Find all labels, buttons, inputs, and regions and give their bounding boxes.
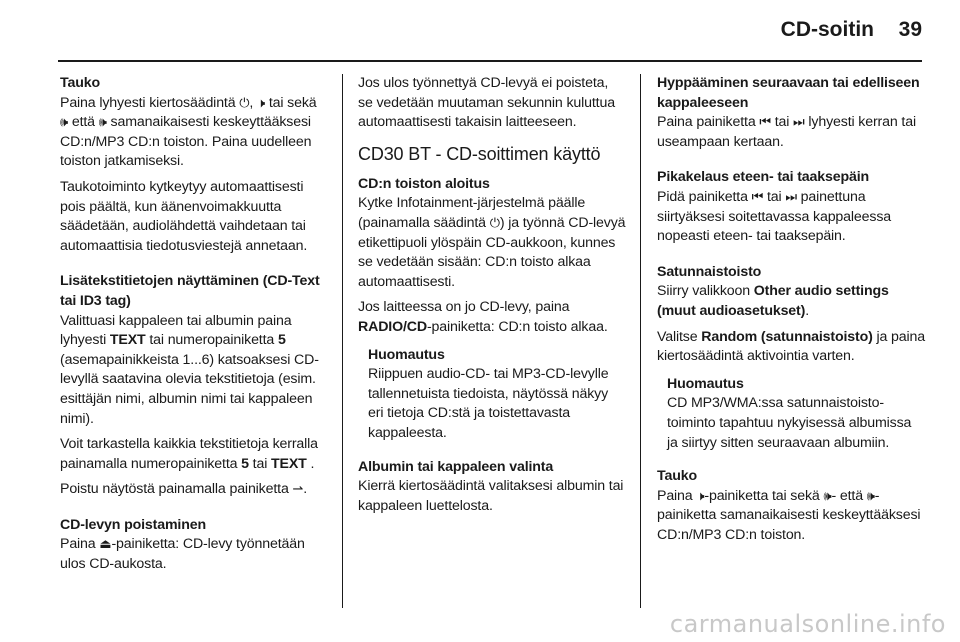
cd-text-paragraph-3 xyxy=(60,480,328,500)
section-tauko-2 xyxy=(657,467,925,545)
text: että xyxy=(68,114,99,131)
text-button-label: TEXT xyxy=(109,332,146,349)
next-track-icon: ⏭ xyxy=(793,115,805,131)
text: Kytke Infotainment-järjestelmä päälle (painamalla säädintä xyxy=(358,195,586,231)
select-paragraph: Kierrä kiertosäädintä valitaksesi albumin tai kappaleen luettelosta. xyxy=(358,478,624,514)
text: tai xyxy=(763,188,786,205)
eject-icon: ⏏ xyxy=(99,537,112,553)
power-icon: ⏻ xyxy=(239,95,250,111)
heading-cd-text: Lisätekstitietojen näyttäminen (CD-Text tai ID3 tag) xyxy=(60,273,320,309)
text: painettuna siirtyäksesi soitettavassa kappaleessa nopeasti eteen- tai taaksepäin. xyxy=(657,188,892,245)
note-box xyxy=(657,375,925,453)
text: Pidä painiketta xyxy=(657,188,752,205)
note-text: CD MP3/WMA:ssa satunnaistoistotoiminto tapahtuu nykyisessä albumissa ja siirtyy sitten seuraavaan albumiin. xyxy=(667,395,912,451)
page-title: CD-soitin xyxy=(780,18,874,41)
text: -painiketta: CD-levy työnnetään ulos CD-aukosta. xyxy=(60,536,305,573)
text: samanaikaisesti keskeyttääksesi CD:n/MP3 CD:n toiston. Paina uudelleen toiston jatkamiseksi. xyxy=(60,114,312,170)
random-option-label: Random (satunnaistoisto) xyxy=(701,328,873,345)
heading-select: Albumin tai kappaleen valinta xyxy=(358,458,554,475)
header-rule xyxy=(58,60,922,62)
column-divider-1 xyxy=(342,74,343,608)
heading-tauko-2: Tauko xyxy=(657,468,697,485)
section-start xyxy=(358,175,626,338)
text-button-label: TEXT xyxy=(271,455,307,472)
previous-track-icon: ⏮ xyxy=(759,115,771,131)
radio-cd-label: RADIO/CD xyxy=(358,318,427,335)
text: -painiketta: CD:n toisto alkaa. xyxy=(426,318,608,335)
tauko-2-paragraph xyxy=(657,487,925,546)
skip-paragraph xyxy=(657,113,925,152)
text: (asemapainikkeista 1...6) katsoaksesi CD-levyllä saatavina olevia tekstitietoja (esim. esittäjän nimi, albumin nimi tai kappaleen nimi). xyxy=(60,351,319,427)
text: tai sekä xyxy=(265,94,317,111)
note-box xyxy=(358,346,626,444)
text: Paina painiketta xyxy=(657,114,760,131)
column-divider-2 xyxy=(640,74,641,608)
seek-paragraph xyxy=(657,188,925,247)
text: ) ja työnnä CD-levyä etikettipuoli ylöspäin CD-aukkoon, kunnes se vedetään sisään: CD:n toisto alkaa automaattisesti. xyxy=(358,214,626,290)
text: -painiketta samanaikaisesti keskeyttääksesi CD:n/MP3 CD:n toiston. xyxy=(657,487,921,543)
section-skip xyxy=(657,74,925,152)
text: tai xyxy=(770,114,794,131)
text: tai numeropainiketta xyxy=(145,332,278,349)
text: Paina xyxy=(60,536,100,553)
section-tauko xyxy=(60,74,328,256)
text: - että xyxy=(831,487,867,504)
mute-icon: 🕨 xyxy=(696,488,705,504)
volume-icon: 🕪 xyxy=(60,115,69,131)
section-random xyxy=(657,263,925,367)
volume-icon: 🕪 xyxy=(823,488,832,504)
volume-icon: 🕪 xyxy=(98,115,107,131)
text: . xyxy=(306,455,315,472)
heading-random: Satunnaistoisto xyxy=(657,263,762,280)
text: Paina lyhyesti kiertosäädintä xyxy=(60,94,240,111)
volume-icon: 🕪 xyxy=(866,488,875,504)
text: Valittuasi kappaleen tai albumin paina lyhyesti xyxy=(60,312,292,349)
button-5-label: 5 xyxy=(241,455,249,472)
note-heading: Huomautus xyxy=(667,375,744,392)
cd-text-paragraph-2 xyxy=(60,435,328,474)
section-seek xyxy=(657,168,925,246)
text: Paina xyxy=(657,487,697,504)
eject-paragraph xyxy=(60,535,328,574)
next-track-icon: ⏭ xyxy=(785,189,797,205)
text: Siirry valikkoon xyxy=(657,283,754,300)
text: . xyxy=(303,481,308,498)
random-paragraph-1 xyxy=(657,282,925,321)
previous-track-icon: ⏮ xyxy=(751,189,764,205)
menu-label: Other audio settings (muut audioasetukset) xyxy=(657,283,889,319)
text: Valitse xyxy=(657,328,702,345)
section-eject xyxy=(60,516,328,575)
page-header xyxy=(0,0,960,62)
tauko-paragraph-2: Taukotoiminto kytkeytyy automaattisesti pois päältä, kun äänenvoimakkuutta säädetään, audiolähdettä vaihdetaan tai automaattisia tiedotusviestejä annetaan. xyxy=(60,178,308,254)
text: tai xyxy=(248,455,272,472)
section-title: CD30 BT - CD-soittimen käyttö xyxy=(358,143,601,164)
back-icon: ⇀ xyxy=(292,482,304,498)
column-2 xyxy=(358,74,626,522)
column-3 xyxy=(657,74,925,551)
text: Voit tarkastella kaikkia tekstitietoja kerralla painamalla numeropainiketta xyxy=(60,436,318,472)
start-paragraph-2 xyxy=(358,298,626,337)
watermark: carmanualsonline.info xyxy=(669,610,946,638)
button-5-label: 5 xyxy=(277,332,286,349)
section-cd-text xyxy=(60,272,328,500)
page-number: 39 xyxy=(898,18,922,41)
text: lyhyesti kerran tai useampaan kertaan. xyxy=(657,114,916,150)
heading-skip: Hyppääminen seuraavaan tai edelliseen kappaleeseen xyxy=(657,75,920,111)
start-paragraph-1 xyxy=(358,194,626,292)
mute-icon: 🕨 xyxy=(257,95,266,111)
intro-paragraph: Jos ulos työnnettyä CD-levyä ei poisteta, se vedetään muutaman sekunnin kuluttua automaattisesti takaisin laitteeseen. xyxy=(358,75,615,131)
text: Jos laitteessa on jo CD-levy, paina xyxy=(358,299,570,316)
text: . xyxy=(805,302,809,319)
text: ja paina kiertosäädintä aktivointia varten. xyxy=(657,328,925,365)
heading-eject: CD-levyn poistaminen xyxy=(60,516,206,533)
text: , xyxy=(249,94,257,111)
note-text: Riippuen audio-CD- tai MP3-CD-levylle tallennetuista tiedoista, näytössä näkyy eri tietoja CD:stä ja toistettavasta kappaleesta. xyxy=(368,366,609,441)
power-icon: ⏻ xyxy=(489,215,500,231)
heading-tauko: Tauko xyxy=(60,75,100,91)
heading-start: CD:n toiston aloitus xyxy=(358,175,490,192)
heading-seek: Pikakelaus eteen- tai taaksepäin xyxy=(657,169,870,186)
column-1 xyxy=(60,74,328,591)
tauko-paragraph-1 xyxy=(60,94,328,172)
text: -painiketta tai sekä xyxy=(704,487,824,504)
text: Poistu näytöstä painamalla painiketta xyxy=(60,481,293,498)
cd-text-paragraph-1 xyxy=(60,312,328,430)
section-select xyxy=(358,458,626,517)
random-paragraph-2 xyxy=(657,328,925,367)
note-heading: Huomautus xyxy=(368,346,445,363)
